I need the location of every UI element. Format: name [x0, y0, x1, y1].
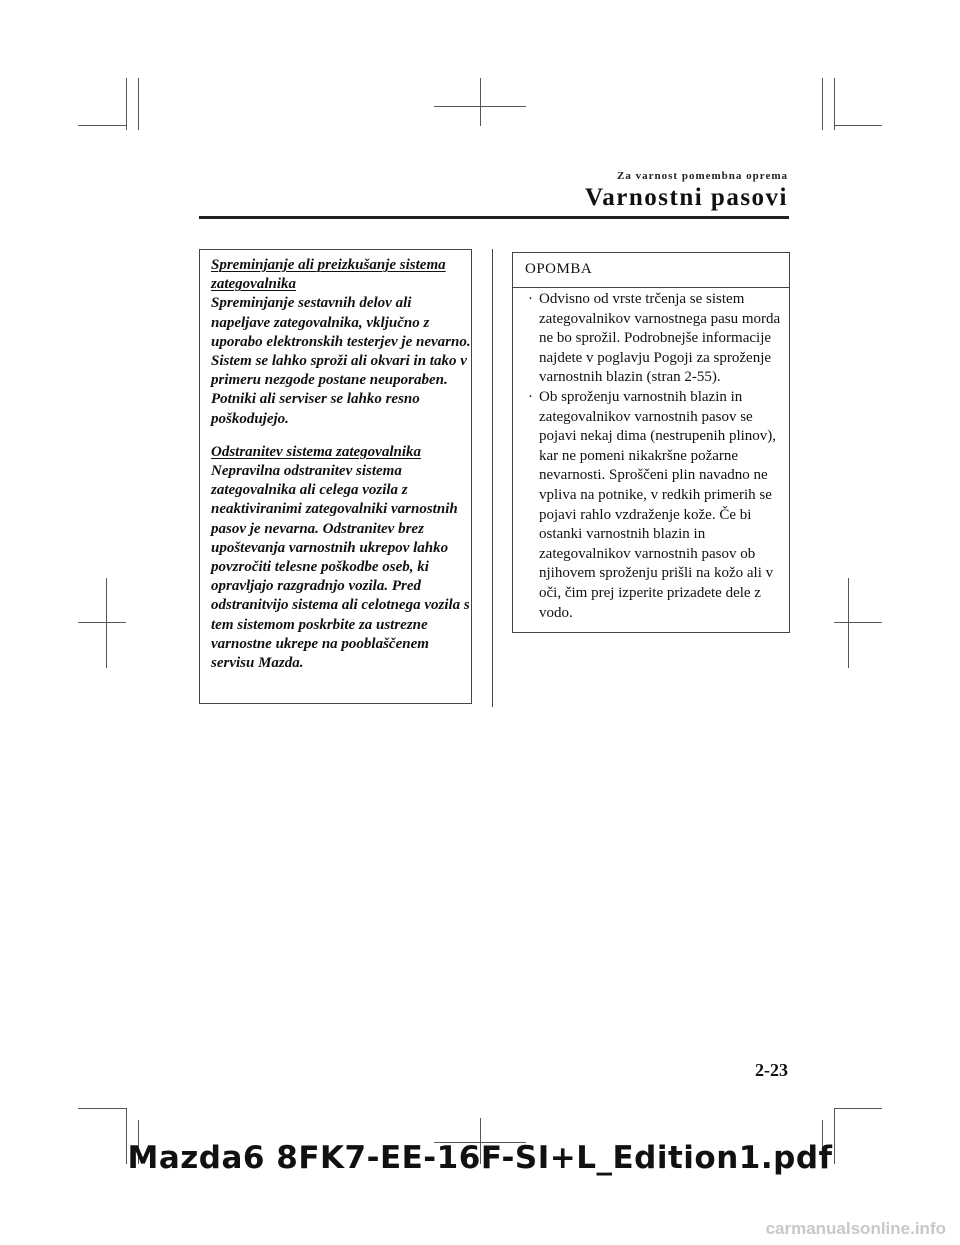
crop-mark: [78, 125, 126, 126]
crop-mark: [106, 578, 107, 668]
crop-mark: [822, 78, 823, 130]
crop-mark: [834, 1108, 882, 1109]
note-title: OPOMBA: [525, 261, 593, 277]
page-number: 2-23: [755, 1060, 788, 1080]
crop-mark: [848, 578, 849, 668]
warning-text-modification: Spreminjanje sestavnih delov ali napeljave zategovalnika, vključno z uporabo elektronskih testerjev je nevarno. Sistem se lahko sproži ali okvari in tako v primeru nezgode postane neuporaben. Potniki ali serviser se lahko resno poškodujejo.: [211, 295, 471, 427]
note-list: [513, 290, 789, 623]
note-box: [512, 252, 790, 633]
watermark: carmanualsonline.info: [765, 1219, 946, 1238]
warning-heading-disposal: Odstranitev sistema zategovalnika: [211, 443, 421, 460]
bullet-icon: ·: [528, 291, 533, 307]
note-item-text: Odvisno od vrste trčenja se sistem zategovalnikov varnostnega pasu morda ne bo sprožil. Podrobnejše informacije najdete v poglavju Pogoji za sproženje varnostnih blazin (stran 2-55).: [539, 291, 781, 386]
crop-mark: [434, 106, 526, 107]
crop-mark: [834, 78, 835, 130]
warning-heading-modification: Spreminjanje ali preizkušanje sistema zategovalnika: [211, 257, 446, 293]
section-title: Za varnost pomembna oprema: [617, 170, 788, 182]
warning-box: [199, 249, 472, 704]
crop-mark: [834, 622, 882, 623]
page-title: Varnostni pasovi: [585, 184, 788, 211]
crop-mark: [78, 622, 126, 623]
crop-mark: [126, 78, 127, 130]
crop-mark: [138, 78, 139, 130]
warning-text-disposal: Nepravilna odstranitev sistema zategovalnika ali celega vozila z neaktiviranimi zategovalniki varnostnih pasov je nevarna. Odstranitev brez upoštevanja varnostnih ukrepov lahko povzročiti telesne poškodbe oseb, ki opravljajo razgradnjo vozila. Pred odstranitvijo sistema ali celotnega vozila s tem sistemom poskrbite za ustrezne varnostne ukrepe na pooblaščenem servisu Mazda.: [211, 463, 470, 672]
note-item-text: Ob sproženju varnostnih blazin in zategovalnikov varnostnih pasov se pojavi nekaj dima (nestrupenih plinov), kar ne pomeni nikakršne požarne nevarnosti. Sproščeni plin navadno ne vpliva na potnike, v redkih primerih se pojavi rahlo vzdraženje kože. Če bi ostanki varnostnih blazin in zategovalnikov varnostnih pasov ob njihovem sproženju prišli na kožo ali v oči, čim prej izperite prizadete dele z vodo.: [539, 388, 777, 621]
crop-mark: [834, 125, 882, 126]
crop-mark: [78, 1108, 126, 1109]
list-item: [513, 388, 789, 623]
note-divider: [513, 287, 789, 288]
column-divider: [492, 249, 493, 707]
list-item: [513, 290, 789, 388]
bullet-icon: ·: [528, 388, 533, 405]
footer-filename: Mazda6 8FK7-EE-16F-SI+L_Edition1.pdf: [127, 1140, 833, 1176]
header-rule: [199, 216, 789, 219]
crop-mark: [480, 78, 481, 126]
